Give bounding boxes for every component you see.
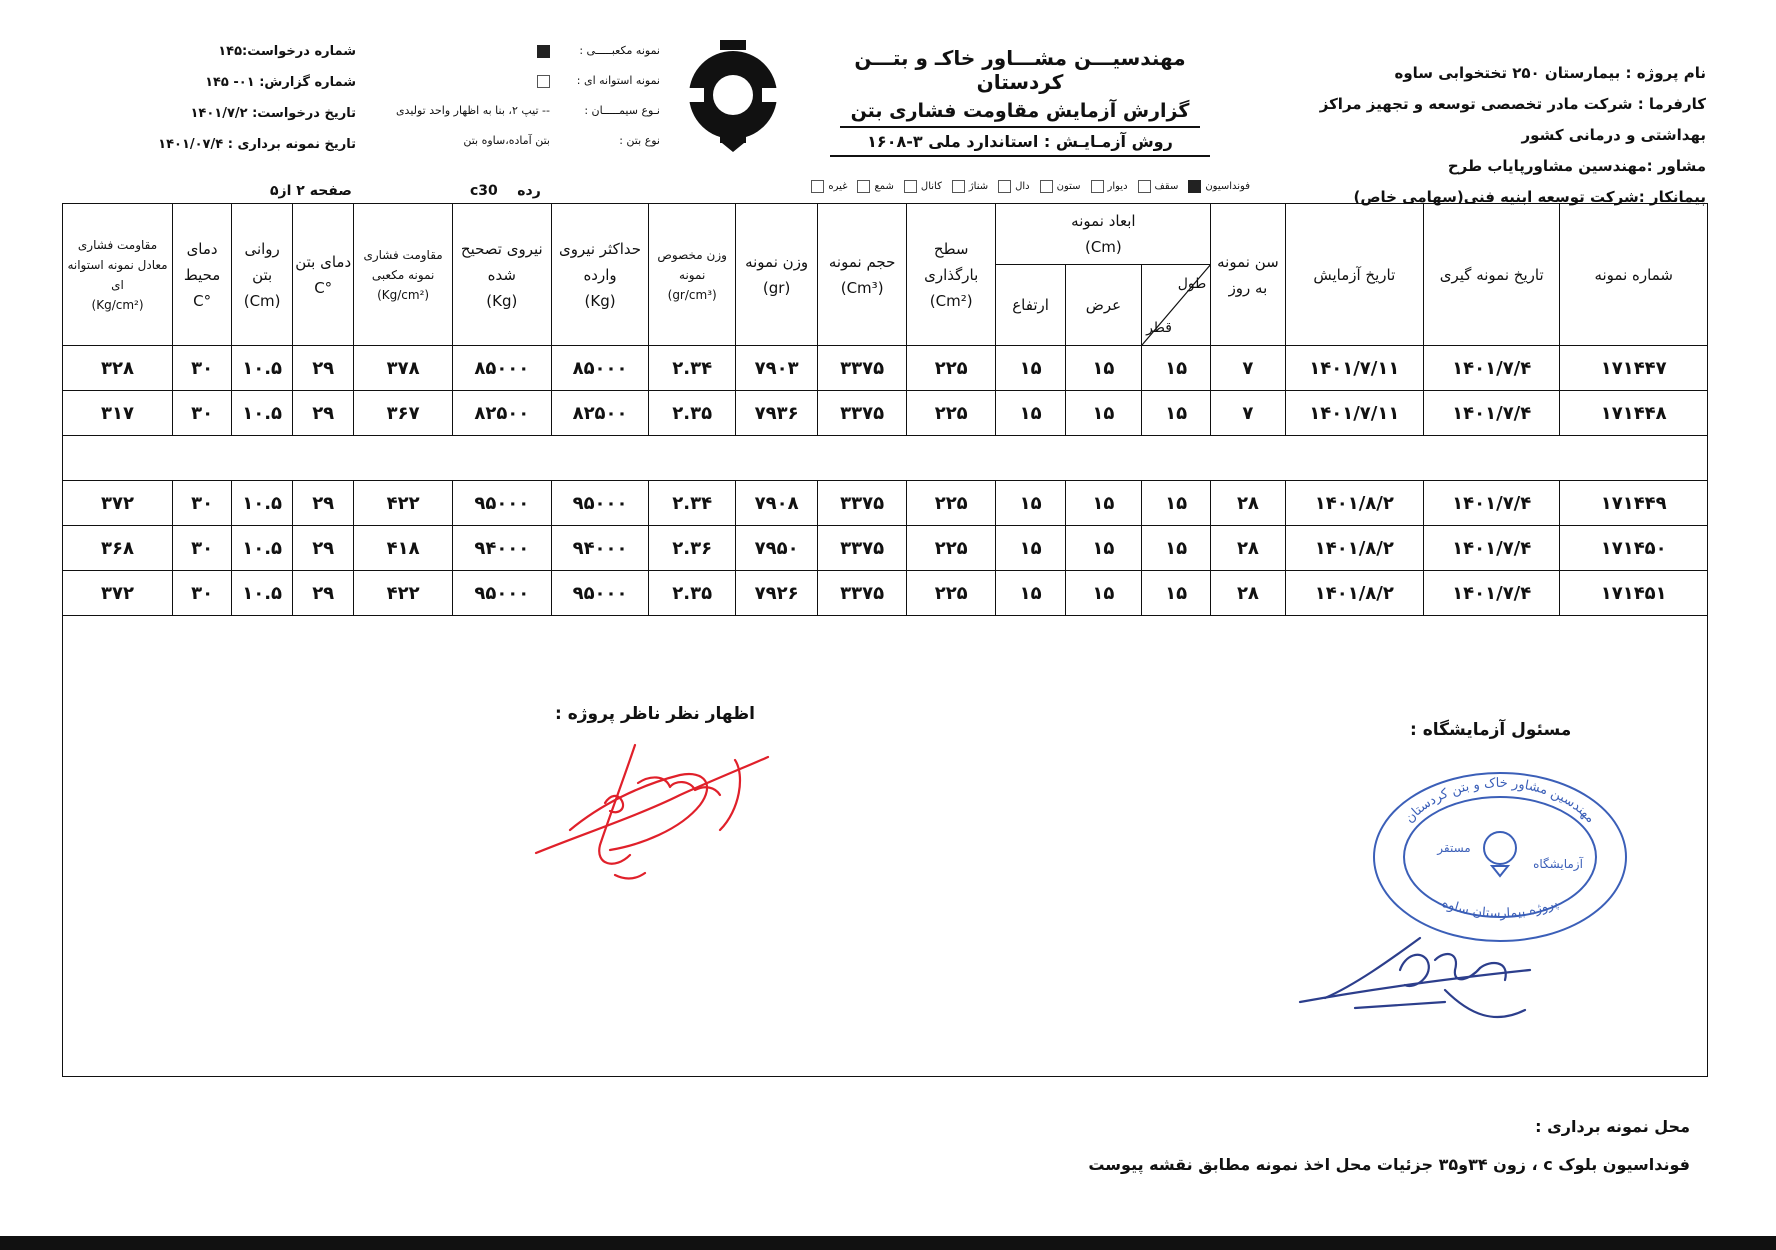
sampling-location [1088,1108,1690,1184]
element-option-checkbox[interactable] [811,180,824,193]
table-cell: ۳۰ [173,481,232,526]
table-cell: ۲.۳۵ [649,571,736,616]
table-cell: ۹۵۰۰۰ [452,481,551,526]
element-option-checkbox[interactable] [904,180,917,193]
sampling-location-value: فونداسیون بلوک c ، زون ۳۴و۳۵ جزئیات محل اخذ نمونه مطابق نقشه پیوست [1088,1155,1690,1174]
element-option-label: ستون [1056,181,1081,192]
cylinder-sample-checkbox[interactable] [537,75,550,88]
table-cell: ۱۴۰۱/۸/۲ [1285,571,1423,616]
table-cell: ۸۵۰۰۰ [452,346,551,391]
table-cell: ۱۵ [1142,391,1211,436]
element-option[interactable] [1040,180,1081,193]
element-option-label: دیوار [1107,181,1128,192]
table-cell: ۱۴۰۱/۷/۱۱ [1285,346,1423,391]
element-option[interactable] [811,180,847,193]
grade-value: c30 [470,183,498,199]
table-cell: ۲۸ [1211,526,1285,571]
table-cell: ۱۵ [1142,526,1211,571]
col-concrete-temp: دمای بتن °C [293,204,354,346]
table-cell: ۷۹۲۶ [735,571,817,616]
company-logo [678,40,788,152]
col-cube-strength: مقاومت فشاری نمونه مکعبی (Kg/cm²) [354,204,453,346]
table-cell: ۱۴۰۱/۷/۴ [1424,391,1560,436]
table-cell: ۱۷۱۴۴۸ [1560,391,1708,436]
table-cell: ۱۰.۵ [232,346,293,391]
element-option-label: سقف [1154,181,1179,192]
col-max-force: حداکثر نیروی وارده (Kg) [551,204,649,346]
request-info [160,44,356,168]
element-option-label: کانال [920,181,942,192]
element-option[interactable] [857,180,893,193]
element-option-label: شمع [874,181,894,192]
col-volume: حجم نمونه (Cm³) [818,204,907,346]
table-cell: ۲.۳۶ [649,526,736,571]
sampling-location-label: محل نمونه برداری : [1535,1117,1690,1136]
test-method: روش آزمـایـش : استاندارد ملی ۳-۱۶۰۸ [830,132,1210,157]
table-cell: ۱۵ [1065,571,1141,616]
col-height: ارتفاع [996,265,1065,346]
stamp-lab-text: آزمایشگاه [1533,857,1583,871]
col-age: سن نمونه به روز [1211,204,1285,346]
request-date: تاریخ درخواست: ۱۴۰۱/۷/۲ [190,106,356,121]
project-info [1286,58,1706,213]
col-length-diameter: طول قطر [1142,265,1211,346]
observer-signature [530,735,770,885]
table-cell: ۹۴۰۰۰ [551,526,649,571]
svg-text:مهندسین مشاور خاک و بتن کردستا [1402,776,1598,826]
table-cell: ۱۴۰۱/۸/۲ [1285,481,1423,526]
stamp-company-text: مهندسین مشاور خاک و بتن کردستان [1402,775,1598,827]
col-area: سطح بارگذاری (Cm²) [906,204,996,346]
report-number: شماره گزارش: ۰۱- ۱۴۵ [205,75,356,90]
cement-type-label: نـوع سیمـــــان : [584,104,660,117]
cube-sample-checkbox[interactable] [537,45,550,58]
element-option[interactable] [904,180,942,193]
table-cell: ۲۲۵ [906,571,996,616]
table-cell: ۳۶۸ [63,526,173,571]
lab-manager-label: مسئول آزمایشگاه : [1410,720,1572,740]
table-cell: ۲۸ [1211,571,1285,616]
laboratory-stamp [1370,770,1630,945]
table-cell: ۱۵ [1065,346,1141,391]
table-cell: ۱۴۰۱/۷/۴ [1424,346,1560,391]
employer-line-2: بهداشتی و درمانی کشور [1521,126,1706,144]
table-cell: ۱۵ [996,346,1065,391]
table-cell: ۲۸ [1211,481,1285,526]
table-cell: ۲۹ [293,346,354,391]
table-cell: ۱۵ [1142,481,1211,526]
table-cell: ۳۷۲ [63,481,173,526]
table-cell: ۱۵ [996,391,1065,436]
element-option-checkbox[interactable] [857,180,870,193]
table-cell: ۳۳۷۵ [818,526,907,571]
element-option-checkbox[interactable] [998,180,1011,193]
table-cell: ۲.۳۵ [649,391,736,436]
table-cell: ۲۹ [293,391,354,436]
col-dimensions: ابعاد نمونه (Cm) [996,204,1211,265]
element-option[interactable] [1091,180,1128,193]
sampling-date: تاریخ نمونه برداری : ۱۴۰۱/۰۷/۴ [158,137,356,152]
table-cell: ۳۷۲ [63,571,173,616]
col-corrected-force: نیروی تصحیح شده (Kg) [452,204,551,346]
cement-type-value: -- تیپ ۲، بنا به اظهار واحد تولیدی [395,104,550,117]
consultant: مشاور :مهندسین مشاورپایاب طرح [1447,157,1706,175]
table-cell: ۴۲۲ [354,571,453,616]
table-cell: ۳۳۷۵ [818,346,907,391]
table-cell: ۱۵ [1065,526,1141,571]
table-cell: ۱۷۱۴۴۷ [1560,346,1708,391]
table-cell: ۱۰.۵ [232,571,293,616]
col-width: عرض [1065,265,1141,346]
col-slump: روانی بتن (Cm) [232,204,293,346]
table-cell: ۷۹۰۳ [735,346,817,391]
table-cell: ۱۴۰۱/۷/۱۱ [1285,391,1423,436]
col-sample-no: شماره نمونه [1560,204,1708,346]
request-number: شماره درخواست:۱۴۵ [218,44,356,59]
table-cell: ۳۰ [173,346,232,391]
table-cell: ۴۲۲ [354,481,453,526]
table-cell: ۲۹ [293,571,354,616]
table-cell: ۹۴۰۰۰ [452,526,551,571]
table-cell: ۱۴۰۱/۷/۴ [1424,526,1560,571]
contractor: پیمانکار :شرکت توسعه ابنیه فنی(سهامی خاص) [1353,188,1706,206]
element-option[interactable] [1188,180,1250,193]
table-cell: ۱۴۰۱/۷/۴ [1424,571,1560,616]
table-cell: ۱۰.۵ [232,391,293,436]
element-option-checkbox[interactable] [1091,180,1104,193]
table-cell: ۱۵ [1065,391,1141,436]
table-cell: ۳۶۷ [354,391,453,436]
table-cell: ۱۵ [996,481,1065,526]
concrete-type-label: نوع بتن : [619,134,660,147]
table-cell: ۲۲۵ [906,391,996,436]
table-cell: ۹۵۰۰۰ [551,571,649,616]
table-cell: ۷ [1211,346,1285,391]
table-cell: ۸۵۰۰۰ [551,346,649,391]
table-cell: ۹۵۰۰۰ [452,571,551,616]
element-option[interactable] [952,180,988,193]
element-option-checkbox[interactable] [1040,180,1053,193]
col-weight: وزن نمونه (gr) [735,204,817,346]
table-cell: ۳۳۷۵ [818,571,907,616]
element-option-checkbox[interactable] [1138,180,1151,193]
table-cell: ۲۲۵ [906,346,996,391]
col-test-date: تاریخ آزمایش [1285,204,1423,346]
table-cell: ۱۵ [1065,481,1141,526]
svg-text:پروژه بیمارستان ساوه [1440,896,1561,922]
table-cell: ۲.۳۴ [649,481,736,526]
table-cell: ۲۹ [293,481,354,526]
col-cylinder-strength: مقاومت فشاری معادل نمونه استوانه ای (Kg/cm²) [63,204,173,346]
table-cell: ۳۷۸ [354,346,453,391]
employer-line-1: کارفرما : شرکت مادر تخصصی توسعه و تجهیز مراکز [1319,95,1706,113]
table-cell: ۴۱۸ [354,526,453,571]
element-option[interactable] [998,180,1030,193]
page-number: صفحه ۲ از۵ [270,183,352,199]
observer-comment-label: اظهار نظر ناظر پروژه : [555,704,755,724]
table-cell: ۲۲۵ [906,526,996,571]
element-option-label: غیره [828,181,848,192]
table-cell: ۱۰.۵ [232,526,293,571]
table-cell: ۲۹ [293,526,354,571]
table-cell: ۱۵ [996,571,1065,616]
table-cell: ۱۴۰۱/۸/۲ [1285,526,1423,571]
element-option-label: شناژ [968,181,989,192]
table-cell: ۷۹۰۸ [735,481,817,526]
table-cell: ۳۲۸ [63,346,173,391]
cube-sample-label: نمونه مکعبـــــی : [579,44,660,57]
element-option[interactable] [1138,180,1179,193]
table-cell: ۱۷۱۴۵۱ [1560,571,1708,616]
table-cell: ۹۵۰۰۰ [551,481,649,526]
table-cell: ۸۲۵۰۰ [452,391,551,436]
structural-element-options [720,180,1250,193]
company-name: مهندسیـــن مشـــاور خاکـ و بتـــن کردستان [854,46,1186,94]
table-cell: ۷۹۳۶ [735,391,817,436]
table-cell: ۷ [1211,391,1285,436]
scan-edge [0,1236,1776,1250]
report-header [820,46,1220,157]
table-cell: ۱۵ [996,526,1065,571]
table-cell: ۳۳۷۵ [818,481,907,526]
concrete-grade [470,183,541,199]
table-cell: ۱۷۱۴۵۰ [1560,526,1708,571]
sample-type-block [360,44,660,164]
table-cell: ۱۵ [1142,571,1211,616]
table-cell: ۱۴۰۱/۷/۴ [1424,481,1560,526]
cylinder-sample-label: نمونه استوانه ای : [576,74,660,87]
concrete-type-value: بتن آماده،ساوه بتن [463,134,550,147]
table-cell: ۳۰ [173,391,232,436]
table-cell: ۱۵ [1142,346,1211,391]
lab-manager-signature [1295,930,1535,1040]
table-cell: ۸۲۵۰۰ [551,391,649,436]
grade-label: رده [517,183,541,199]
element-option-label: دال [1015,181,1030,192]
table-cell: ۲۲۵ [906,481,996,526]
table-cell: ۳۰ [173,571,232,616]
element-option-checkbox[interactable] [952,180,965,193]
table-cell: ۳۳۷۵ [818,391,907,436]
stamp-project-text: پروژه بیمارستان ساوه [1439,895,1561,922]
stamp-resident-text: مستقر [1437,841,1471,855]
element-option-label: فونداسیون [1205,181,1250,192]
table-cell: ۱۰.۵ [232,481,293,526]
col-ambient-temp: دمای محیط °C [173,204,232,346]
element-option-checkbox[interactable] [1188,180,1201,193]
table-cell: ۳۱۷ [63,391,173,436]
table-cell: ۱۷۱۴۴۹ [1560,481,1708,526]
table-cell: ۷۹۵۰ [735,526,817,571]
col-sampling-date: تاریخ نمونه گیری [1424,204,1560,346]
report-title: گزارش آزمایش مقاومت فشاری بتن [840,100,1200,128]
col-density: وزن مخصوص نمونه (gr/cm³) [649,204,736,346]
table-cell: ۲.۳۴ [649,346,736,391]
project-name: نام پروژه : بیمارستان ۲۵۰ تختخوابی ساوه [1394,64,1706,82]
table-cell: ۳۰ [173,526,232,571]
